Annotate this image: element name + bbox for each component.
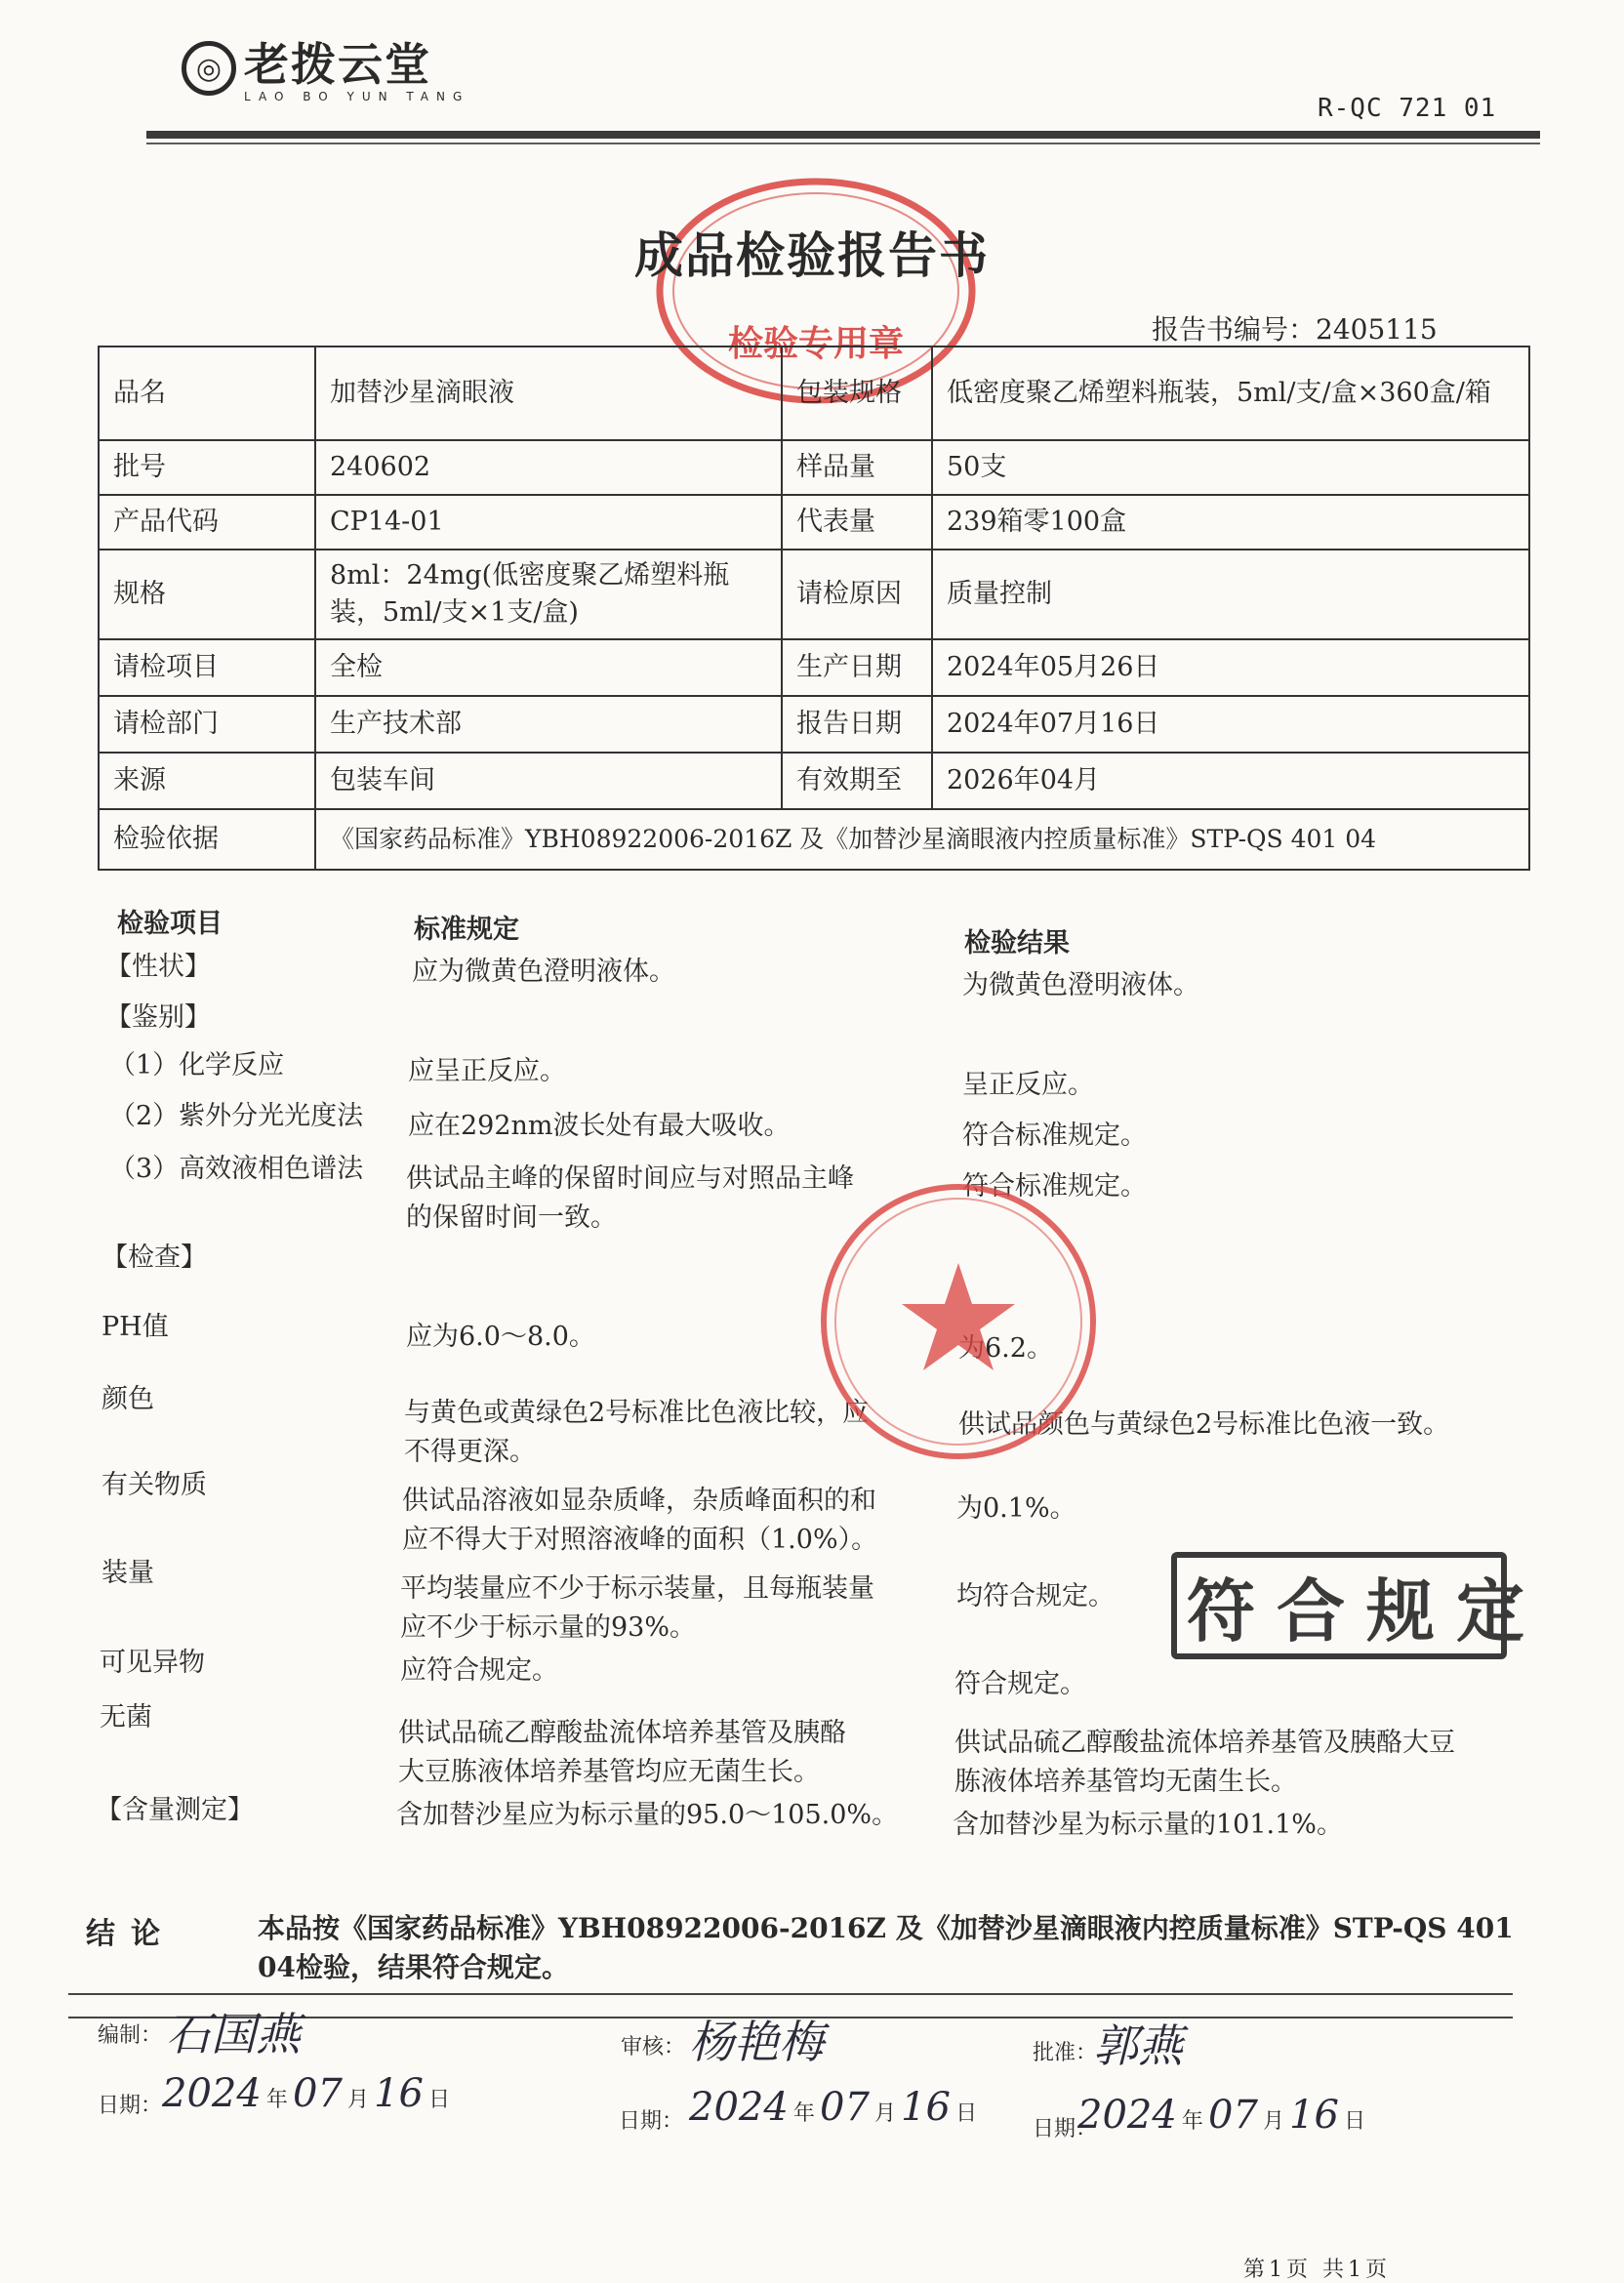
reviewed-date bbox=[689, 2085, 977, 2130]
compiled-year: 2024 bbox=[162, 2071, 262, 2116]
compliance-stamp bbox=[1171, 1552, 1546, 1659]
visible-result: 符合规定。 bbox=[954, 1669, 1086, 1699]
reviewed-month: 07 bbox=[820, 2085, 870, 2130]
related-standard-1: 供试品溶液如显杂质峰，杂质峰面积的和 bbox=[402, 1486, 876, 1516]
sample-qty-label: 样品量 bbox=[782, 440, 932, 495]
col-item-header: 检验项目 bbox=[117, 909, 223, 939]
related-standard-2: 应不得大于对照溶液峰的面积（1.0%）。 bbox=[402, 1525, 878, 1555]
fill-standard-1: 平均装量应不少于标示装量，且每瓶装量 bbox=[400, 1573, 874, 1604]
items-value: 全检 bbox=[315, 639, 782, 696]
basis-value: 《国家药品标准》YBH08922006-2016Z 及《加替沙星滴眼液内控质量标准》STP-QS 401 04 bbox=[315, 809, 1529, 870]
approved-label: 批准： bbox=[1033, 2041, 1098, 2065]
items-label: 请检项目 bbox=[99, 639, 315, 696]
reviewed-signature: 杨艳梅 bbox=[689, 2016, 824, 2068]
document-code: R-QC 721 01 bbox=[1318, 94, 1497, 123]
visible-standard: 应符合规定。 bbox=[400, 1655, 558, 1686]
compiled-day: 16 bbox=[374, 2071, 425, 2116]
assay-standard: 含加替沙星应为标示量的95.0～105.0%。 bbox=[396, 1800, 899, 1830]
approved-date bbox=[1077, 2093, 1365, 2138]
table-row bbox=[99, 550, 1529, 639]
spec-label: 规格 bbox=[99, 550, 315, 639]
report-number-label: 报告书编号： bbox=[1152, 313, 1317, 346]
header-rule bbox=[146, 131, 1540, 139]
batch-label: 批号 bbox=[99, 440, 315, 495]
expiry-label: 有效期至 bbox=[782, 753, 932, 809]
color-standard-2: 不得更深。 bbox=[404, 1437, 536, 1467]
compiled-date bbox=[162, 2071, 450, 2116]
conclusion-text: 本品按《国家药品标准》YBH08922006-2016Z 及《加替沙星滴眼液内控质量标准》STP-QS 401 04检验，结果符合规定。 bbox=[258, 1912, 1514, 1983]
id2-standard: 应在292nm波长处有最大吸收。 bbox=[408, 1111, 791, 1141]
approved-day-unit: 日 bbox=[1344, 2109, 1366, 2134]
compiled-year-unit: 年 bbox=[265, 2088, 288, 2112]
appearance-result: 为微黄色澄明液体。 bbox=[962, 970, 1199, 1000]
id1-item: （1）化学反应 bbox=[109, 1050, 285, 1080]
logo-mark-icon: ◎ bbox=[182, 41, 236, 96]
conclusion-label: 结论 bbox=[86, 1917, 176, 1951]
sterile-standard-2: 大豆胨液体培养基管均应无菌生长。 bbox=[398, 1757, 820, 1787]
id2-result: 符合标准规定。 bbox=[962, 1121, 1147, 1151]
table-row bbox=[99, 639, 1529, 696]
id3-item: （3）高效液相色谱法 bbox=[109, 1154, 364, 1184]
company-seal bbox=[814, 1177, 1103, 1466]
related-result: 为0.1%。 bbox=[956, 1493, 1076, 1524]
dept-value: 生产技术部 bbox=[315, 696, 782, 753]
appearance-standard: 应为微黄色澄明液体。 bbox=[412, 957, 675, 987]
id2-item: （2）紫外分光光度法 bbox=[109, 1101, 364, 1131]
approved-year-unit: 年 bbox=[1181, 2109, 1203, 2134]
package-value: 低密度聚乙烯塑料瓶装，5ml/支/盒×360盒/箱 bbox=[932, 347, 1529, 440]
product-code-value: CP14-01 bbox=[315, 495, 782, 550]
reviewed-label: 审核： bbox=[621, 2035, 686, 2059]
compiled-day-unit: 日 bbox=[428, 2088, 451, 2112]
section-identify: 【鉴别】 bbox=[105, 1002, 211, 1033]
section-assay: 【含量测定】 bbox=[96, 1795, 254, 1825]
product-code-label: 产品代码 bbox=[99, 495, 315, 550]
fill-result: 均符合规定。 bbox=[956, 1581, 1115, 1611]
ph-result: 为6.2。 bbox=[958, 1333, 1053, 1364]
seal-top-label: 检验专用章 bbox=[727, 324, 905, 364]
sterile-item: 无菌 bbox=[100, 1702, 152, 1733]
approved-date-label: 日期： bbox=[1033, 2117, 1098, 2141]
compiled-month: 07 bbox=[293, 2071, 343, 2116]
sterile-result-2: 胨液体培养基管均无菌生长。 bbox=[954, 1767, 1297, 1797]
product-info-table bbox=[98, 346, 1530, 871]
sterile-result-1: 供试品硫乙醇酸盐流体培养基管及胰酪大豆 bbox=[954, 1728, 1455, 1758]
id3-standard-1: 供试品主峰的保留时间应与对照品主峰 bbox=[406, 1163, 854, 1194]
reviewed-year: 2024 bbox=[689, 2085, 789, 2130]
source-label: 来源 bbox=[99, 753, 315, 809]
color-result: 供试品颜色与黄绿色2号标准比色液一致。 bbox=[958, 1409, 1450, 1440]
fill-standard-2: 应不少于标示量的93%。 bbox=[400, 1612, 697, 1643]
id1-standard: 应呈正反应。 bbox=[408, 1056, 566, 1086]
product-name-value: 加替沙星滴眼液 bbox=[315, 347, 782, 440]
fill-item: 装量 bbox=[102, 1558, 154, 1588]
id1-result: 呈正反应。 bbox=[962, 1070, 1094, 1100]
compiled-month-unit: 月 bbox=[347, 2088, 370, 2112]
basis-label: 检验依据 bbox=[99, 809, 315, 870]
rep-qty-value: 239箱零100盒 bbox=[932, 495, 1529, 550]
table-row bbox=[99, 753, 1529, 809]
batch-value: 240602 bbox=[315, 440, 782, 495]
reviewed-day: 16 bbox=[901, 2085, 952, 2130]
report-number bbox=[1152, 308, 1438, 347]
package-label: 包装规格 bbox=[782, 347, 932, 440]
table-row bbox=[99, 440, 1529, 495]
compiled-label: 编制： bbox=[98, 2023, 163, 2048]
section-check: 【检查】 bbox=[102, 1243, 207, 1273]
visible-item: 可见异物 bbox=[100, 1648, 205, 1678]
header-rule-thin bbox=[146, 143, 1540, 144]
reviewed-month-unit: 月 bbox=[874, 2101, 897, 2126]
page-title: 成品检验报告书 bbox=[634, 227, 990, 284]
col-result-header: 检验结果 bbox=[964, 928, 1070, 958]
spec-value: 8ml：24mg(低密度聚乙烯塑料瓶装，5ml/支×1支/盒) bbox=[315, 550, 782, 639]
company-logo bbox=[182, 38, 470, 103]
product-name-label: 品名 bbox=[99, 347, 315, 440]
report-date-value: 2024年07月16日 bbox=[932, 696, 1529, 753]
prod-date-value: 2024年05月26日 bbox=[932, 639, 1529, 696]
color-standard-1: 与黄色或黄绿色2号标准比色液比较，应 bbox=[404, 1398, 870, 1428]
approved-year: 2024 bbox=[1077, 2093, 1177, 2138]
ph-standard: 应为6.0～8.0。 bbox=[406, 1322, 595, 1352]
table-row bbox=[99, 347, 1529, 440]
table-row bbox=[99, 809, 1529, 870]
approved-day: 16 bbox=[1289, 2093, 1340, 2138]
expiry-value: 2026年04月 bbox=[932, 753, 1529, 809]
compliance-stamp-text: 符合规定 bbox=[1187, 1570, 1546, 1651]
table-row bbox=[99, 696, 1529, 753]
table-row bbox=[99, 495, 1529, 550]
page-footer: 第1页 共1页 bbox=[1243, 2258, 1391, 2282]
approved-month-unit: 月 bbox=[1263, 2109, 1285, 2134]
report-number-value: 2405115 bbox=[1316, 313, 1438, 346]
col-standard-header: 标准规定 bbox=[414, 915, 519, 945]
assay-result: 含加替沙星为标示量的101.1%。 bbox=[953, 1810, 1343, 1840]
id3-standard-2: 的保留时间一致。 bbox=[406, 1203, 617, 1233]
sample-qty-value: 50支 bbox=[932, 440, 1529, 495]
reviewed-date-label: 日期： bbox=[619, 2109, 684, 2134]
rep-qty-label: 代表量 bbox=[782, 495, 932, 550]
compiled-date-label: 日期： bbox=[98, 2094, 163, 2118]
compiled-signature: 石国燕 bbox=[166, 2008, 301, 2060]
reviewed-day-unit: 日 bbox=[955, 2101, 978, 2126]
reviewed-year-unit: 年 bbox=[792, 2101, 815, 2126]
id3-result: 符合标准规定。 bbox=[962, 1171, 1147, 1202]
logo-cn-text: 老拨云堂 bbox=[244, 38, 431, 91]
color-item: 颜色 bbox=[102, 1384, 154, 1414]
dept-label: 请检部门 bbox=[99, 696, 315, 753]
approved-month: 07 bbox=[1208, 2093, 1258, 2138]
sterile-standard-1: 供试品硫乙醇酸盐流体培养基管及胰酪 bbox=[398, 1718, 846, 1748]
conclusion-rule-top bbox=[68, 1993, 1513, 1995]
reason-label: 请检原因 bbox=[782, 550, 932, 639]
related-item: 有关物质 bbox=[102, 1470, 207, 1500]
approved-signature: 郭燕 bbox=[1093, 2019, 1183, 2072]
source-value: 包装车间 bbox=[315, 753, 782, 809]
section-appearance: 【性状】 bbox=[105, 952, 211, 982]
ph-item: PH值 bbox=[102, 1312, 169, 1342]
logo-en-text: LAO BO YUN TANG bbox=[244, 90, 470, 103]
report-date-label: 报告日期 bbox=[782, 696, 932, 753]
prod-date-label: 生产日期 bbox=[782, 639, 932, 696]
reason-value: 质量控制 bbox=[932, 550, 1529, 639]
